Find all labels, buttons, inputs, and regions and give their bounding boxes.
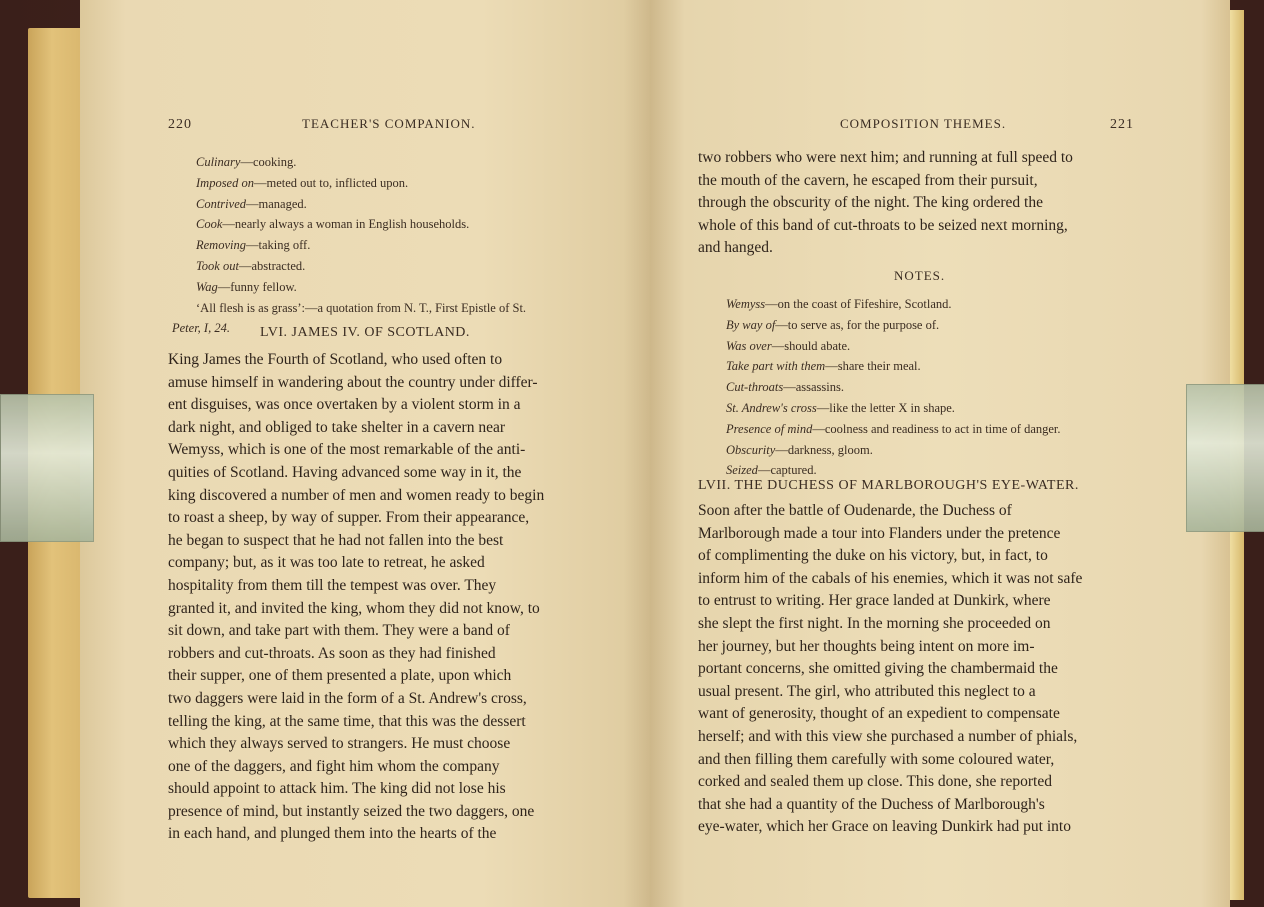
running-head: TEACHER'S COMPANION. xyxy=(302,116,476,131)
note-item: Cut-throats—assassins. xyxy=(726,380,844,395)
note-item: By way of—to serve as, for the purpose of. xyxy=(726,317,940,332)
note-item: Culinary—cooking. xyxy=(196,155,297,169)
text-line: her journey, but her thoughts being intent on more im- xyxy=(698,637,1035,655)
text-line: through the obscurity of the night. The king ordered the xyxy=(698,194,1043,212)
text-line: which they always served to strangers. He must choose xyxy=(168,735,511,753)
notes-list xyxy=(172,152,527,339)
text-line: Marlborough made a tour into Flanders under the pretence xyxy=(698,524,1061,542)
text-line: robbers and cut-throats. As soon as they had finished xyxy=(168,644,496,662)
text-line: she slept the first night. In the morning she proceeded on xyxy=(698,614,1051,632)
text-line: want of generosity, thought of an expedient to compensate xyxy=(698,705,1060,723)
text-line: granted it, and invited the king, whom they did not know, to xyxy=(168,599,540,617)
page-number: 221 xyxy=(1110,117,1134,132)
note-item: St. Andrew's cross—like the letter X in shape. xyxy=(726,400,955,415)
text-line: portant concerns, she omitted giving the chambermaid the xyxy=(698,660,1058,678)
text-line: of complimenting the duke on his victory, but, in fact, to xyxy=(698,547,1048,565)
text-line: telling the king, at the same time, that this was the dessert xyxy=(168,712,526,730)
text-line: herself; and with this view she purchased a number of phials, xyxy=(698,727,1078,745)
note-item: Contrived—managed. xyxy=(196,196,307,211)
text-line: dark night, and obliged to take shelter in a cavern near xyxy=(168,418,505,436)
note-item: Take part with them—share their meal. xyxy=(726,359,921,374)
chapter-title: LVII. THE DUCHESS OF MARLBOROUGH'S EYE-WATER. xyxy=(698,478,1079,493)
quote-line: ‘All flesh is as grass’:—a quotation from N. T., First Epistle of St. xyxy=(196,300,527,315)
text-line: King James the Fourth of Scotland, who used often to xyxy=(168,351,503,368)
body-text xyxy=(698,500,1138,839)
text-line: two robbers who were next him; and running at full speed to xyxy=(698,149,1073,166)
note-item: Obscurity—darkness, gloom. xyxy=(726,442,873,457)
text-line: to roast a sheep, by way of supper. From their appearance, xyxy=(168,509,530,527)
notes-heading: NOTES. xyxy=(894,268,946,283)
text-line: eye-water, which her Grace on leaving Dunkirk had put into xyxy=(698,818,1071,836)
note-item: Presence of mind—coolness and readiness to act in time of danger. xyxy=(726,421,1061,436)
text-line: in each hand, and plunged them into the hearts of the xyxy=(168,825,497,843)
note-item: Took out—abstracted. xyxy=(196,258,306,273)
text-line: one of the daggers, and fight him whom the company xyxy=(168,757,500,775)
page-number: 220 xyxy=(168,117,192,132)
text-line: Soon after the battle of Oudenarde, the Duchess of xyxy=(698,502,1012,519)
page-clip-left xyxy=(0,394,94,542)
body-text xyxy=(168,349,608,846)
text-line: company; but, as it was too late to retreat, he asked xyxy=(168,554,485,572)
note-item: Cook—nearly always a woman in English households. xyxy=(196,217,470,232)
text-line: and then filling them carefully with some coloured water, xyxy=(698,750,1055,768)
note-item: Imposed on—meted out to, inflicted upon. xyxy=(196,175,409,190)
note-item: Wemyss—on the coast of Fifeshire, Scotland. xyxy=(726,297,952,311)
text-line: he began to suspect that he had not fallen into the best xyxy=(168,531,504,549)
text-line: quities of Scotland. Having advanced some way in it, the xyxy=(168,463,522,481)
body-text-top xyxy=(698,147,1138,260)
text-line: presence of mind, but instantly seized the two daggers, one xyxy=(168,802,535,820)
running-head: COMPOSITION THEMES. xyxy=(840,116,1007,131)
quote-line: Peter, I, 24. xyxy=(172,321,230,336)
text-line: and hanged. xyxy=(698,239,773,257)
text-line: hospitality from them till the tempest was over. They xyxy=(168,576,497,594)
text-line: the mouth of the cavern, he escaped from their pursuit, xyxy=(698,171,1038,189)
text-line: that she had a quantity of the Duchess of Marlborough's xyxy=(698,795,1045,813)
note-item: Removing—taking off. xyxy=(196,238,311,253)
text-line: usual present. The girl, who attributed this neglect to a xyxy=(698,682,1036,700)
chapter-title: LVI. JAMES IV. OF SCOTLAND. xyxy=(260,325,470,340)
text-line: inform him of the cabals of his enemies, which it was not safe xyxy=(698,569,1083,587)
text-line: sit down, and take part with them. They were a band of xyxy=(168,622,510,640)
note-item: Was over—should abate. xyxy=(726,338,851,353)
left-page xyxy=(80,0,652,907)
text-line: to entrust to writing. Her grace landed at Dunkirk, where xyxy=(698,592,1051,610)
text-line: corked and sealed them up close. This done, she reported xyxy=(698,773,1052,791)
notes-list xyxy=(726,294,1061,481)
text-line: ent disguises, was once overtaken by a violent storm in a xyxy=(168,396,521,414)
note-item: Wag—funny fellow. xyxy=(196,279,297,294)
page-clip-right xyxy=(1186,384,1264,532)
text-line: amuse himself in wandering about the country under differ- xyxy=(168,373,538,391)
right-page xyxy=(650,0,1230,907)
text-line: king discovered a number of men and women ready to begin xyxy=(168,486,545,504)
note-item: Seized—captured. xyxy=(726,463,817,478)
text-line: Wemyss, which is one of the most remarkable of the anti- xyxy=(168,441,526,459)
text-line: should appoint to attack him. The king did not lose his xyxy=(168,780,506,798)
text-line: their supper, one of them presented a plate, upon which xyxy=(168,667,512,685)
text-line: whole of this band of cut-throats to be seized next morning, xyxy=(698,216,1068,234)
text-line: two daggers were laid in the form of a St. Andrew's cross, xyxy=(168,689,527,707)
